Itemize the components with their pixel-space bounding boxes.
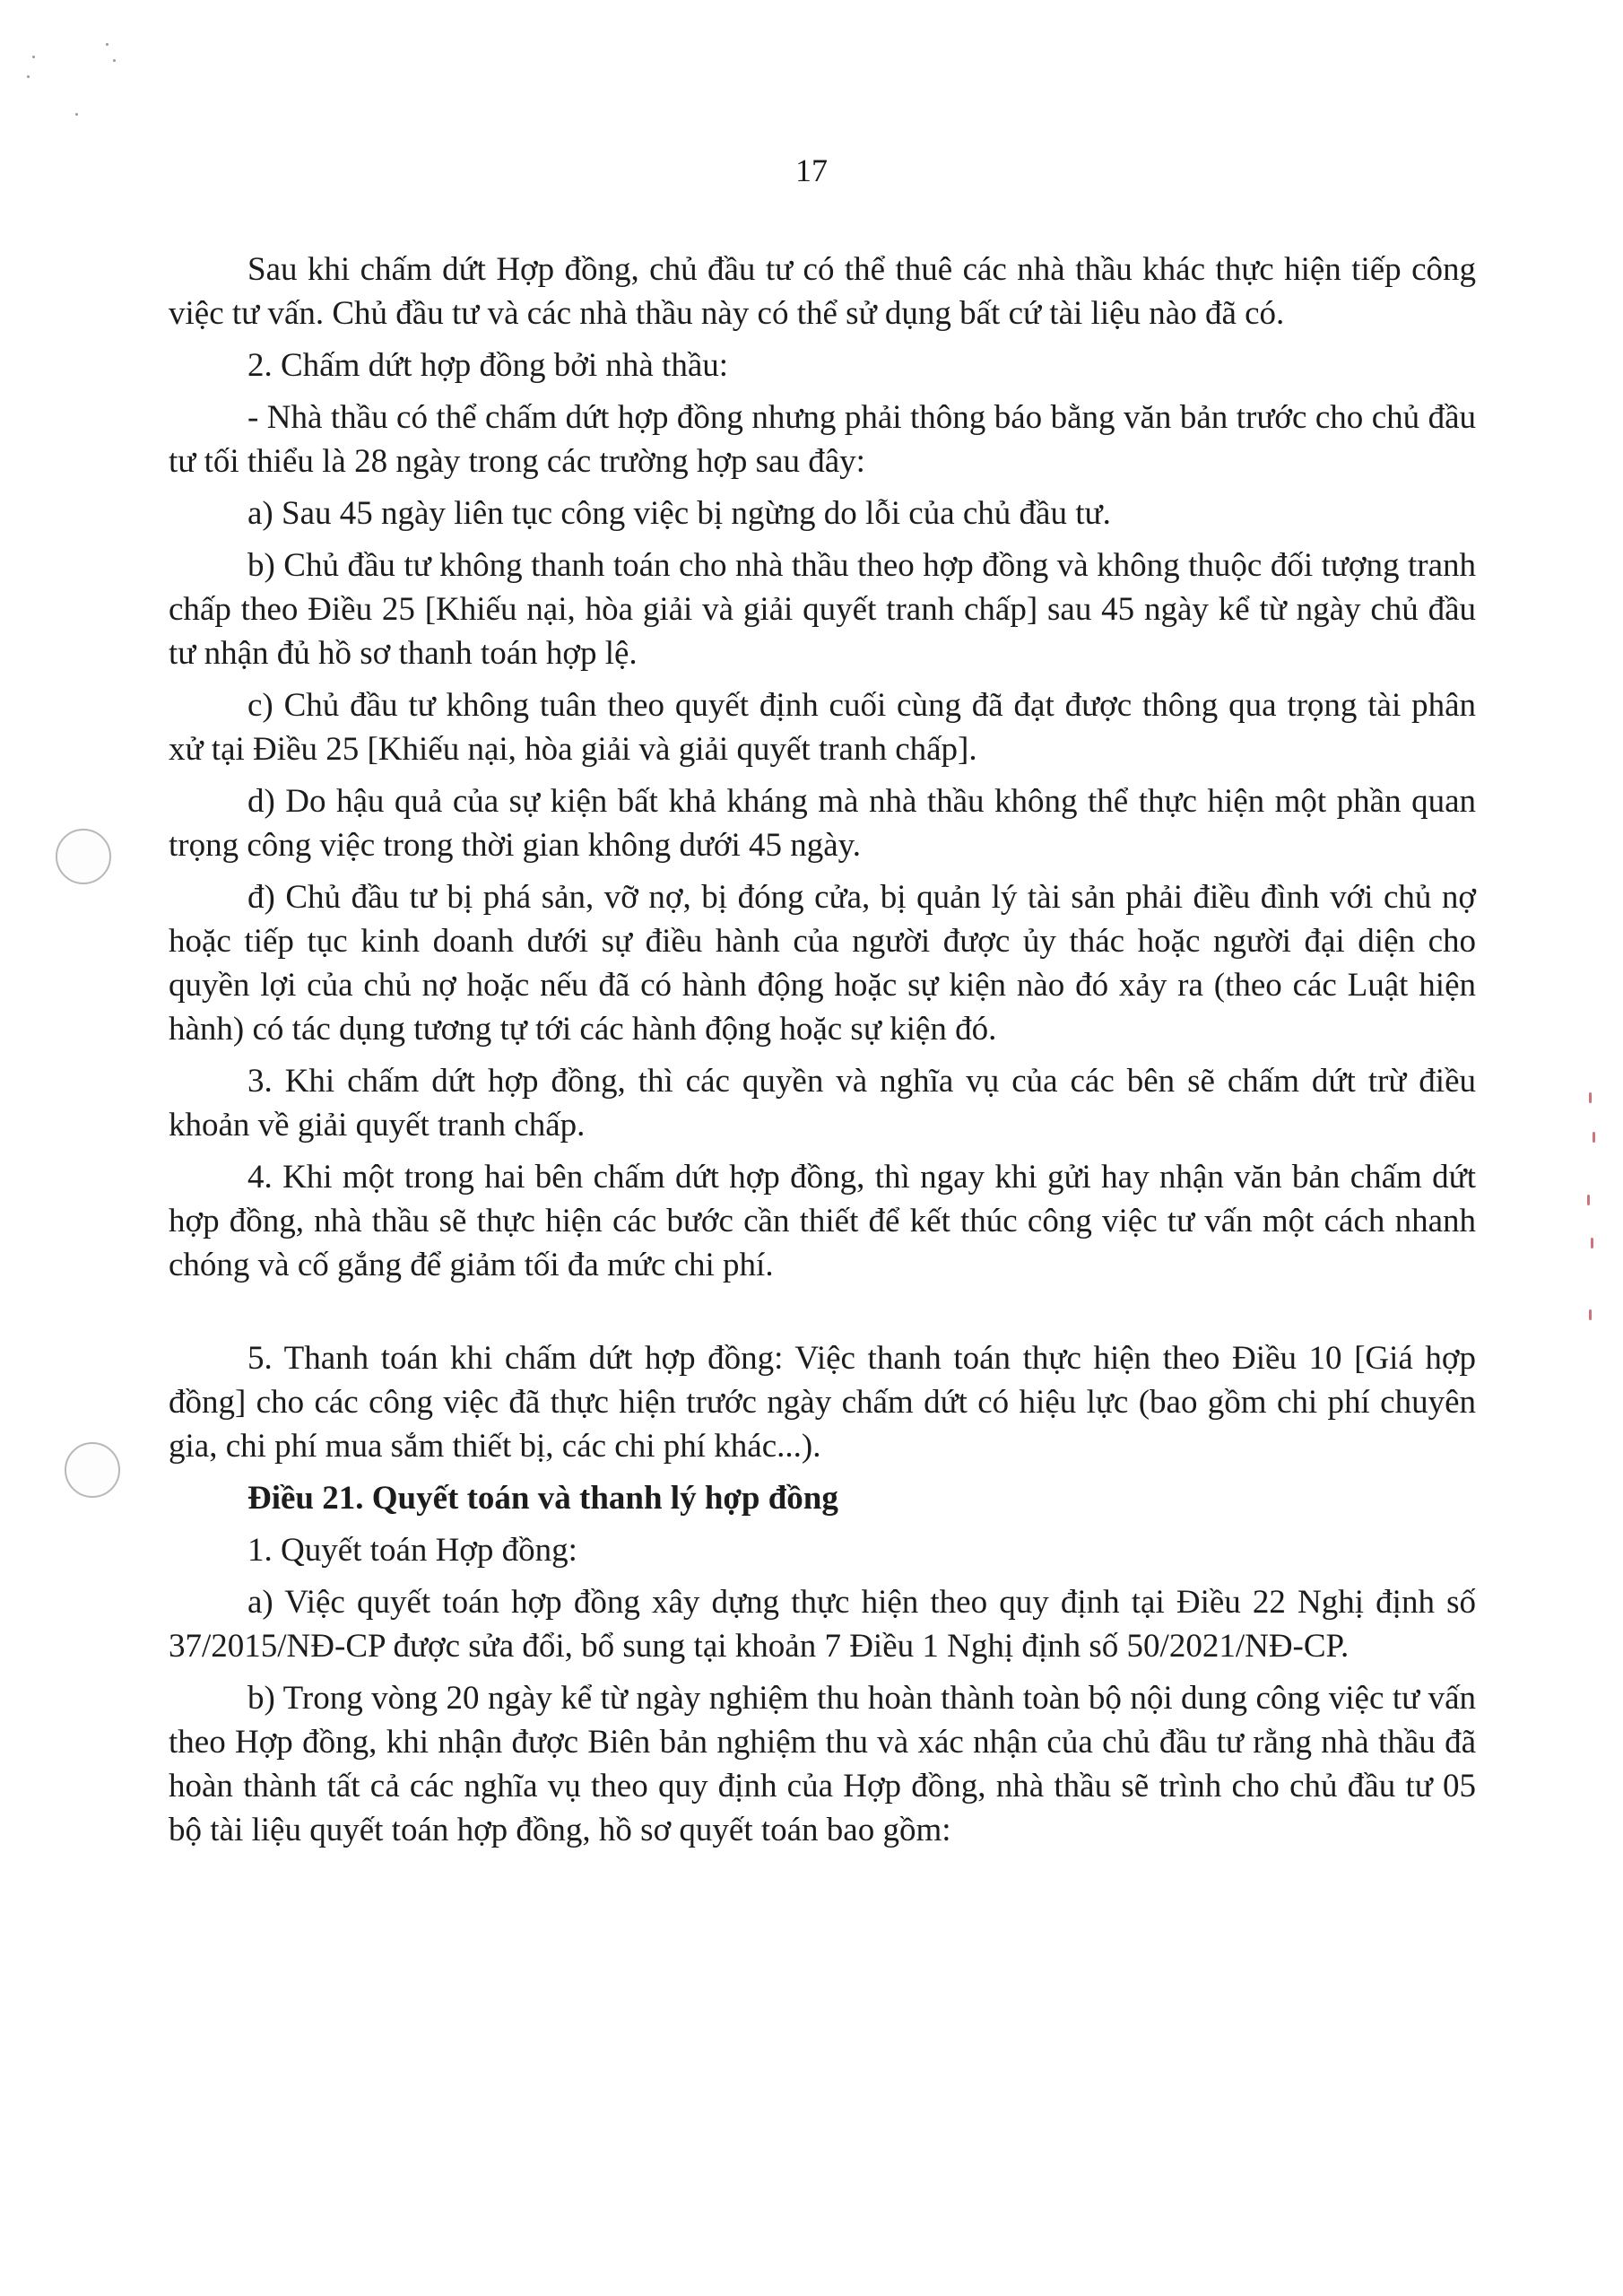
paragraph-termination-by-contractor: 2. Chấm dứt hợp đồng bởi nhà thầu: bbox=[247, 347, 729, 384]
scan-speck bbox=[75, 113, 78, 116]
paragraph-rights-obligations: 3. Khi chấm dứt hợp đồng, thì các quyền và nghĩa vụ của các bên sẽ chấm dứt trừ điều khoản về giải quyết tranh chấp. bbox=[169, 1063, 1476, 1144]
paragraph-case-a: a) Sau 45 ngày liên tục công việc bị ngừng do lỗi của chủ đầu tư. bbox=[247, 495, 1111, 532]
scan-speck bbox=[32, 56, 35, 58]
paragraph-termination-aftermath: Sau khi chấm dứt Hợp đồng, chủ đầu tư có thể thuê các nhà thầu khác thực hiện tiếp công việc tư vấn. Chủ đầu tư và các nhà thầu này có thể sử dụng bất cứ tài liệu nào đã có. bbox=[169, 251, 1476, 332]
paragraph-termination-payment: 5. Thanh toán khi chấm dứt hợp đồng: Việc thanh toán thực hiện theo Điều 10 [Giá hợp đồng] cho các công việc đã thực hiện trước ngày chấm dứt có hiệu lực (bao gồm chi phí chuyên gia, chi phí mua sắm thiết bị, các chi phí khác...). bbox=[169, 1340, 1476, 1465]
paragraph-settlement-a: a) Việc quyết toán hợp đồng xây dựng thực hiện theo quy định tại Điều 22 Nghị định số 37/2015/NĐ-CP được sửa đổi, bổ sung tại khoản 7 Điều 1 Nghị định số 50/2021/NĐ-CP. bbox=[169, 1584, 1476, 1665]
punch-hole bbox=[56, 829, 111, 884]
stamp-mark bbox=[1593, 1132, 1595, 1143]
paragraph-case-b: b) Chủ đầu tư không thanh toán cho nhà thầu theo hợp đồng và không thuộc đối tượng tranh chấp theo Điều 25 [Khiếu nại, hòa giải và giải quyết tranh chấp] sau 45 ngày kể từ ngày chủ đầu tư nhận đủ hồ sơ thanh toán hợp lệ. bbox=[169, 547, 1476, 672]
blank-space bbox=[169, 1295, 1476, 1336]
document-body bbox=[169, 248, 1476, 1860]
paragraph-termination-steps: 4. Khi một trong hai bên chấm dứt hợp đồng, thì ngay khi gửi hay nhận văn bản chấm dứt hợp đồng, nhà thầu sẽ thực hiện các bước cần thiết để kết thúc công việc tư vấn một cách nhanh chóng và cố gắng để giảm tối đa mức chi phí. bbox=[169, 1159, 1476, 1283]
stamp-mark bbox=[1589, 1309, 1592, 1320]
stamp-mark bbox=[1587, 1195, 1590, 1205]
article-21-heading: Điều 21. Quyết toán và thanh lý hợp đồng bbox=[247, 1480, 838, 1517]
paragraph-settlement-title: 1. Quyết toán Hợp đồng: bbox=[247, 1532, 577, 1569]
page-number: 17 bbox=[795, 152, 828, 188]
stamp-mark bbox=[1591, 1238, 1593, 1248]
scan-speck bbox=[113, 59, 116, 62]
paragraph-case-c: c) Chủ đầu tư không tuân theo quyết định cuối cùng đã đạt được thông qua trọng tài phân xử tại Điều 25 [Khiếu nại, hòa giải và giải quyết tranh chấp]. bbox=[169, 687, 1476, 768]
punch-hole bbox=[65, 1442, 120, 1498]
paragraph-settlement-b: b) Trong vòng 20 ngày kể từ ngày nghiệm thu hoàn thành toàn bộ nội dung công việc tư vấn theo Hợp đồng, khi nhận được Biên bản nghiệm thu và xác nhận của chủ đầu tư rằng nhà thầu đã hoàn thành tất cả các nghĩa vụ theo quy định của Hợp đồng, nhà thầu sẽ trình cho chủ đầu tư 05 bộ tài liệu quyết toán hợp đồng, hồ sơ quyết toán bao gồm: bbox=[169, 1680, 1476, 1848]
stamp-mark bbox=[1589, 1092, 1592, 1103]
scan-speck bbox=[27, 75, 30, 78]
paragraph-case-d: d) Do hậu quả của sự kiện bất khả kháng mà nhà thầu không thể thực hiện một phần quan trọng công việc trong thời gian không dưới 45 ngày. bbox=[169, 783, 1476, 864]
paragraph-case-dd: đ) Chủ đầu tư bị phá sản, vỡ nợ, bị đóng cửa, bị quản lý tài sản phải điều đình với chủ nợ hoặc tiếp tục kinh doanh dưới sự điều hành của người được ủy thác hoặc người đại diện cho quyền lợi của chủ nợ hoặc nếu đã có hành động hoặc sự kiện nào đó xảy ra (theo các Luật hiện hành) có tác dụng tương tự tới các hành động hoặc sự kiện đó. bbox=[169, 879, 1476, 1048]
scan-speck bbox=[106, 43, 108, 46]
paragraph-contractor-notice: - Nhà thầu có thể chấm dứt hợp đồng nhưng phải thông báo bằng văn bản trước cho chủ đầu tư tối thiểu là 28 ngày trong các trường hợp sau đây: bbox=[169, 399, 1476, 480]
